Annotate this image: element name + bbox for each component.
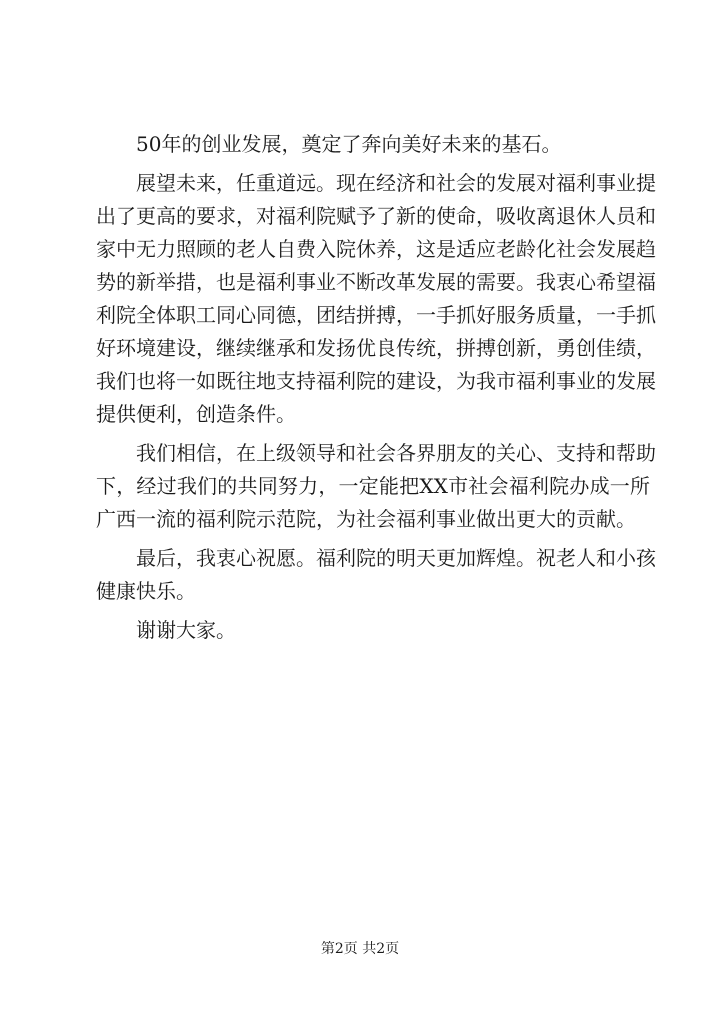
paragraph-line: 健康快乐。 [96,579,196,603]
paragraph-line: 好环境建设，继续继承和发扬优良传统，拼搏创新，勇创佳绩， [96,336,656,360]
paragraph-line: 广西一流的福利院示范院，为社会福利事业做出更大的贡献。 [96,507,636,531]
paragraph-3 [96,437,656,536]
paragraph-line: 最后，我衷心祝愿。福利院的明天更加辉煌。祝老人和小孩 [136,546,656,570]
paragraph-2 [96,167,656,431]
page-number-footer: 第2页 共2页 [320,941,400,957]
paragraph-line: 势的新举措，也是福利事业不断改革发展的需要。我衷心希望福 [96,270,656,294]
paragraph-line: 谢谢大家。 [136,618,236,642]
paragraph-line: 下，经过我们的共同努力，一定能把XX市社会福利院办成一所 [96,474,650,498]
paragraph-line: 提供便利，创造条件。 [96,402,296,426]
paragraph-5 [96,614,650,647]
document-body [96,128,656,653]
paragraph-1 [96,128,650,161]
paragraph-line: 50年的创业发展，奠定了奔向美好未来的基石。 [136,132,562,156]
paragraph-line: 我们相信，在上级领导和社会各界朋友的关心、支持和帮助 [136,441,656,465]
paragraph-line: 家中无力照顾的老人自费入院休养，这是适应老龄化社会发展趋 [96,237,656,261]
paragraph-4 [96,542,656,608]
paragraph-line: 展望未来，任重道远。现在经济和社会的发展对福利事业提 [136,171,656,195]
paragraph-line: 利院全体职工同心同德，团结拼搏，一手抓好服务质量，一手抓 [96,303,656,327]
paragraph-line: 我们也将一如既往地支持福利院的建设，为我市福利事业的发展 [96,369,656,393]
paragraph-line: 出了更高的要求，对福利院赋予了新的使命，吸收离退休人员和 [96,204,656,228]
